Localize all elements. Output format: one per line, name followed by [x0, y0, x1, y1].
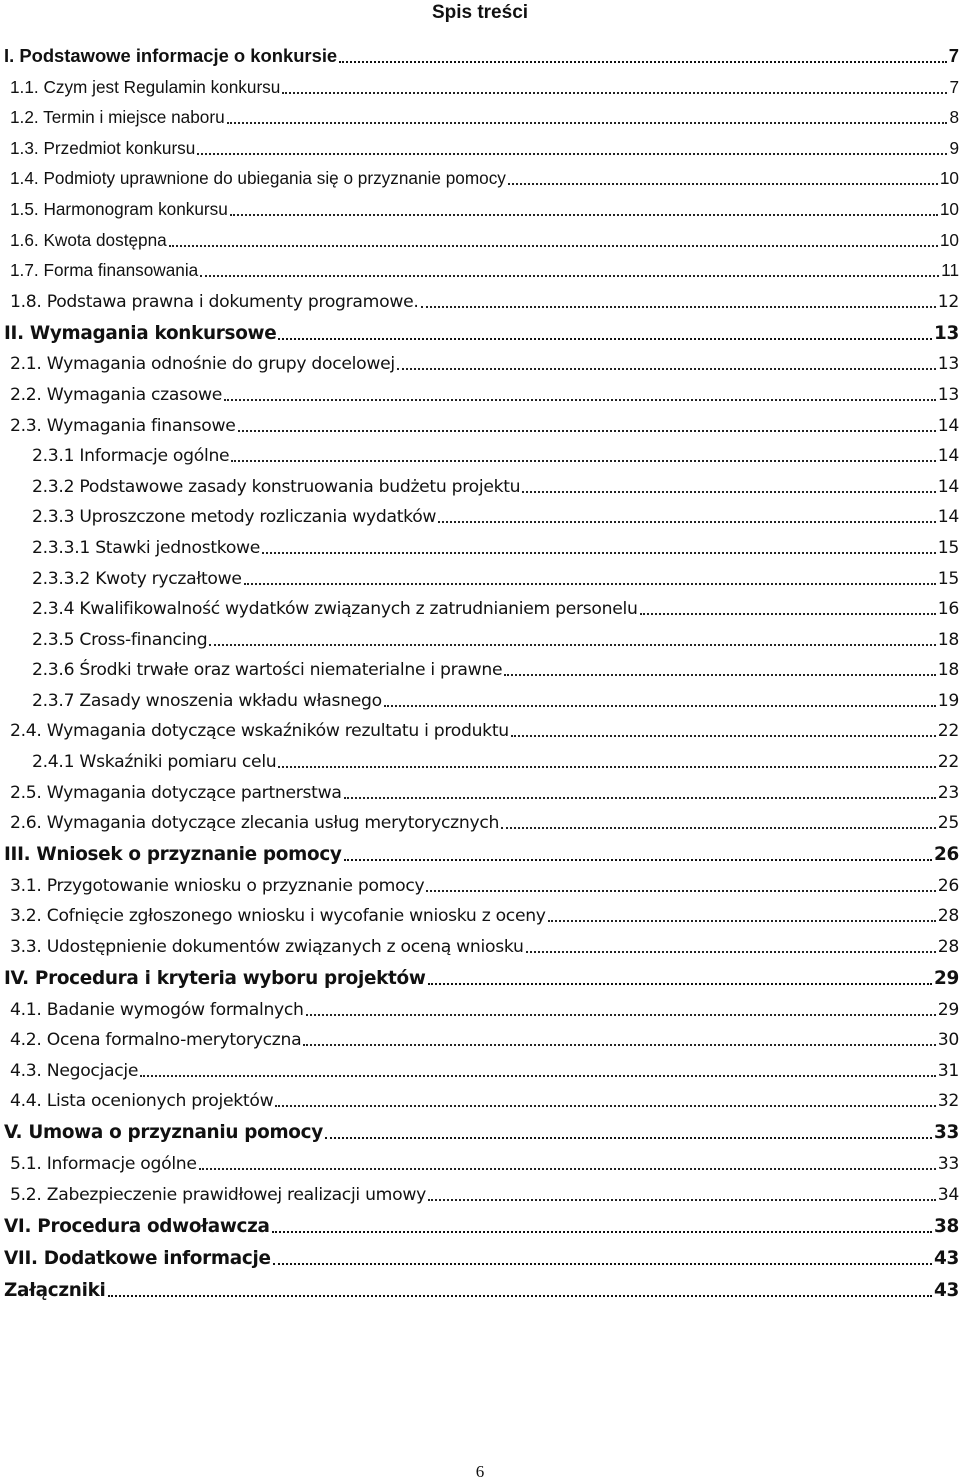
toc-entry-page-number: 16 [937, 599, 959, 620]
toc-dot-leader [339, 61, 947, 63]
toc-subsection-entry[interactable] [4, 714, 959, 745]
toc-dot-leader [306, 1014, 936, 1016]
toc-entry-page-number: 33 [934, 1122, 959, 1144]
toc-subsection-entry[interactable] [4, 1084, 959, 1115]
toc-entry-label: 4.2. Ocena formalno-merytoryczna [10, 1030, 301, 1053]
toc-entry-page-number: 14 [937, 476, 959, 497]
toc-entry-page-number: 7 [948, 45, 959, 66]
toc-entry-label: III. Wniosek o przyznanie pomocy [4, 844, 342, 868]
toc-entry-page-number: 22 [937, 752, 959, 773]
toc-dot-leader [272, 1231, 932, 1233]
toc-entry-page-number: 43 [934, 1279, 959, 1301]
toc-dot-leader [325, 1137, 932, 1139]
toc-entry-label: 2.3.3 Uproszczone metody rozliczania wydatków [32, 507, 436, 530]
toc-subsection-entry[interactable] [4, 101, 959, 132]
toc-entry-page-number: 18 [937, 660, 959, 681]
toc-dot-leader [640, 613, 936, 615]
toc-dot-leader [273, 1263, 932, 1265]
toc-dot-leader [275, 1105, 935, 1107]
toc-dot-leader [397, 368, 936, 370]
toc-entry-page-number: 34 [937, 1184, 959, 1205]
toc-subsection-entry[interactable] [4, 162, 959, 193]
toc-entry-page-number: 10 [939, 168, 959, 189]
toc-entry-page-number: 13 [937, 354, 959, 375]
toc-entry-label: 2.3.5 Cross-financing [32, 630, 207, 653]
toc-subsection-entry[interactable] [4, 775, 959, 806]
toc-entry-label: 2.3.6 Środki trwałe oraz wartości niematerialne i prawne [32, 660, 502, 683]
toc-subsection-entry[interactable] [4, 653, 959, 684]
toc-section-entry[interactable] [4, 1208, 959, 1240]
toc-entry-page-number: 43 [934, 1247, 959, 1269]
toc-dot-leader [384, 705, 936, 707]
toc-dot-leader [197, 153, 947, 155]
toc-section-entry[interactable] [4, 960, 959, 992]
toc-subsection-entry[interactable] [4, 868, 959, 899]
toc-entry-label: 2.6. Wymagania dotyczące zlecania usług merytorycznych [10, 813, 499, 836]
toc-section-entry[interactable] [4, 1272, 959, 1304]
toc-entry-page-number: 33 [937, 1154, 959, 1174]
toc-entry-label: 4.1. Badanie wymogów formalnych [10, 1000, 304, 1023]
toc-subsection-entry[interactable] [4, 1023, 959, 1054]
toc-dot-leader [231, 460, 935, 462]
toc-entry-label: 2.2. Wymagania czasowe [10, 385, 222, 408]
toc-dot-leader [548, 920, 936, 922]
toc-dot-leader [227, 122, 948, 124]
toc-subsection-entry[interactable] [4, 622, 959, 653]
toc-subsection-entry[interactable] [4, 806, 959, 837]
toc-entry-page-number: 29 [937, 999, 959, 1020]
toc-dot-leader [526, 951, 936, 953]
toc-section-entry[interactable] [4, 38, 959, 70]
toc-entry-label: 2.3.1 Informacje ogólne [32, 446, 229, 469]
toc-entry-page-number: 13 [934, 322, 959, 344]
toc-subsection-entry[interactable] [4, 254, 959, 285]
toc-entry-page-number: 10 [939, 198, 959, 219]
toc-subsection-entry[interactable] [4, 131, 959, 162]
toc-dot-leader [200, 275, 939, 277]
toc-dot-leader [303, 1044, 935, 1046]
toc-entry-label: 5.2. Zabezpieczenie prawidłowej realizacji umowy [10, 1185, 426, 1208]
toc-subsection-entry[interactable] [4, 408, 959, 439]
toc-subsection-entry[interactable] [4, 223, 959, 254]
toc-entry-page-number: 38 [934, 1215, 959, 1237]
toc-subsection-entry[interactable] [4, 992, 959, 1023]
toc-entry-page-number: 10 [939, 229, 959, 250]
toc-entry-page-number: 25 [937, 813, 959, 834]
toc-entry-label: 2.4. Wymagania dotyczące wskaźników rezultatu i produktu [10, 721, 509, 744]
toc-entry-label: 5.1. Informacje ogólne [10, 1154, 197, 1177]
toc-dot-leader [224, 399, 936, 401]
page-title: Spis treści [431, 2, 529, 23]
toc-entry-label: 1.4. Podmioty uprawnione do ubiegania się o przyznanie pomocy [10, 168, 506, 192]
toc-entry-label: 1.5. Harmonogram konkursu [10, 199, 228, 223]
toc-subsection-entry[interactable] [4, 347, 959, 378]
toc-subsection-entry[interactable] [4, 439, 959, 470]
toc-subsection-entry[interactable] [4, 1053, 959, 1084]
toc-dot-leader [508, 183, 938, 185]
toc-entry-page-number: 29 [934, 968, 959, 990]
toc-entry-label: 1.8. Podstawa prawna i dokumenty programowe. [10, 292, 419, 315]
toc-entry-label: 3.3. Udostępnienie dokumentów związanych z oceną wniosku [10, 937, 524, 960]
toc-subsection-entry[interactable] [4, 929, 959, 960]
toc-subsection-entry[interactable] [4, 469, 959, 500]
toc-dot-leader [282, 92, 947, 94]
toc-entry-label: IV. Procedura i kryteria wyboru projektów [4, 968, 426, 992]
toc-entry-label: I. Podstawowe informacje o konkursie [4, 45, 337, 70]
toc-entry-page-number: 22 [937, 721, 959, 742]
toc-section-entry[interactable] [4, 1114, 959, 1146]
toc-entry-label: 3.2. Cofnięcie zgłoszonego wniosku i wycofanie wniosku z oceny [10, 906, 546, 929]
toc-entry-page-number: 32 [937, 1091, 959, 1112]
toc-dot-leader [244, 583, 936, 585]
toc-dot-leader [238, 430, 936, 432]
toc-entry-label: 1.3. Przedmiot konkursu [10, 138, 195, 162]
toc-dot-leader [140, 1075, 936, 1077]
toc-entry-page-number: 7 [949, 76, 959, 97]
toc-dot-leader [278, 338, 932, 340]
toc-dot-leader [169, 245, 938, 247]
toc-dot-leader [511, 735, 936, 737]
toc-entry-label: 2.1. Wymagania odnośnie do grupy docelowej [10, 354, 395, 377]
toc-subsection-entry[interactable] [4, 1146, 959, 1177]
toc-dot-leader [421, 306, 936, 308]
toc-entry-label: VII. Dodatkowe informacje [4, 1248, 271, 1272]
toc-entry-label: VI. Procedura odwoławcza [4, 1216, 270, 1240]
toc-entry-label: II. Wymagania konkursowe [4, 323, 276, 347]
toc-dot-leader [501, 827, 936, 829]
toc-dot-leader [428, 983, 932, 985]
toc-entry-page-number: 14 [937, 415, 959, 436]
toc-dot-leader [426, 890, 935, 892]
toc-entry-page-number: 15 [937, 568, 959, 589]
toc-dot-leader [199, 1168, 936, 1170]
toc-entry-label: 2.3.3.1 Stawki jednostkowe [32, 538, 260, 561]
toc-dot-leader [209, 644, 935, 646]
toc-entry-label: 2.5. Wymagania dotyczące partnerstwa [10, 783, 342, 806]
toc-dot-leader [428, 1199, 936, 1201]
toc-subsection-entry[interactable] [4, 70, 959, 101]
toc-entry-label: V. Umowa o przyznaniu pomocy [4, 1122, 323, 1146]
toc-entry-page-number: 9 [949, 137, 959, 158]
toc-subsection-entry[interactable] [4, 683, 959, 714]
table-of-contents [4, 38, 959, 1304]
toc-entry-page-number: 18 [937, 629, 959, 650]
toc-entry-page-number: 28 [937, 906, 959, 927]
toc-entry-label: 4.4. Lista ocenionych projektów [10, 1091, 273, 1114]
toc-section-entry[interactable] [4, 315, 959, 347]
toc-entry-page-number: 28 [937, 937, 959, 958]
toc-subsection-entry[interactable] [4, 284, 959, 315]
toc-dot-leader [522, 491, 935, 493]
toc-dot-leader [344, 797, 936, 799]
toc-dot-leader [504, 674, 935, 676]
toc-entry-page-number: 12 [937, 291, 959, 312]
toc-subsection-entry[interactable] [4, 561, 959, 592]
toc-entry-label: 1.2. Termin i miejsce naboru [10, 107, 225, 131]
toc-subsection-entry[interactable] [4, 192, 959, 223]
toc-section-entry[interactable] [4, 836, 959, 868]
toc-entry-page-number: 26 [937, 875, 959, 896]
toc-subsection-entry[interactable] [4, 500, 959, 531]
toc-entry-label: Załączniki [4, 1280, 106, 1304]
toc-entry-label: 3.1. Przygotowanie wniosku o przyznanie pomocy [10, 876, 424, 899]
toc-subsection-entry[interactable] [4, 592, 959, 623]
toc-entry-label: 2.4.1 Wskaźniki pomiaru celu [32, 752, 276, 775]
toc-section-entry[interactable] [4, 1240, 959, 1272]
toc-entry-label: 2.3.7 Zasady wnoszenia wkładu własnego [32, 691, 382, 714]
toc-entry-label: 2.3.4 Kwalifikowalność wydatków związanych z zatrudnianiem personelu [32, 599, 638, 622]
toc-entry-page-number: 26 [934, 844, 959, 866]
toc-entry-label: 4.3. Negocjacje [10, 1061, 138, 1084]
toc-entry-page-number: 15 [937, 537, 959, 558]
toc-dot-leader [438, 521, 936, 523]
toc-entry-label: 2.3.3.2 Kwoty ryczałtowe [32, 569, 242, 592]
toc-dot-leader [278, 766, 935, 768]
toc-subsection-entry[interactable] [4, 899, 959, 930]
toc-entry-page-number: 13 [937, 384, 959, 405]
toc-dot-leader [344, 859, 932, 861]
toc-entry-page-number: 8 [949, 107, 959, 128]
toc-entry-page-number: 23 [937, 782, 959, 803]
toc-entry-label: 1.7. Forma finansowania [10, 260, 198, 284]
toc-dot-leader [262, 552, 936, 554]
toc-subsection-entry[interactable] [4, 530, 959, 561]
toc-entry-page-number: 30 [937, 1030, 959, 1051]
toc-subsection-entry[interactable] [4, 1177, 959, 1208]
toc-entry-page-number: 19 [937, 690, 959, 711]
toc-entry-label: 1.1. Czym jest Regulamin konkursu [10, 77, 280, 101]
toc-entry-page-number: 14 [937, 446, 959, 467]
toc-subsection-entry[interactable] [4, 377, 959, 408]
toc-subsection-entry[interactable] [4, 744, 959, 775]
toc-dot-leader [230, 214, 938, 216]
toc-entry-label: 2.3. Wymagania finansowe [10, 416, 236, 439]
toc-entry-label: 2.3.2 Podstawowe zasady konstruowania budżetu projektu [32, 477, 520, 500]
page-number: 6 [475, 1462, 485, 1481]
toc-entry-page-number: 31 [937, 1060, 959, 1081]
toc-entry-label: 1.6. Kwota dostępna [10, 230, 167, 254]
toc-dot-leader [108, 1295, 932, 1297]
toc-entry-page-number: 11 [941, 260, 959, 281]
toc-entry-page-number: 14 [937, 507, 959, 528]
